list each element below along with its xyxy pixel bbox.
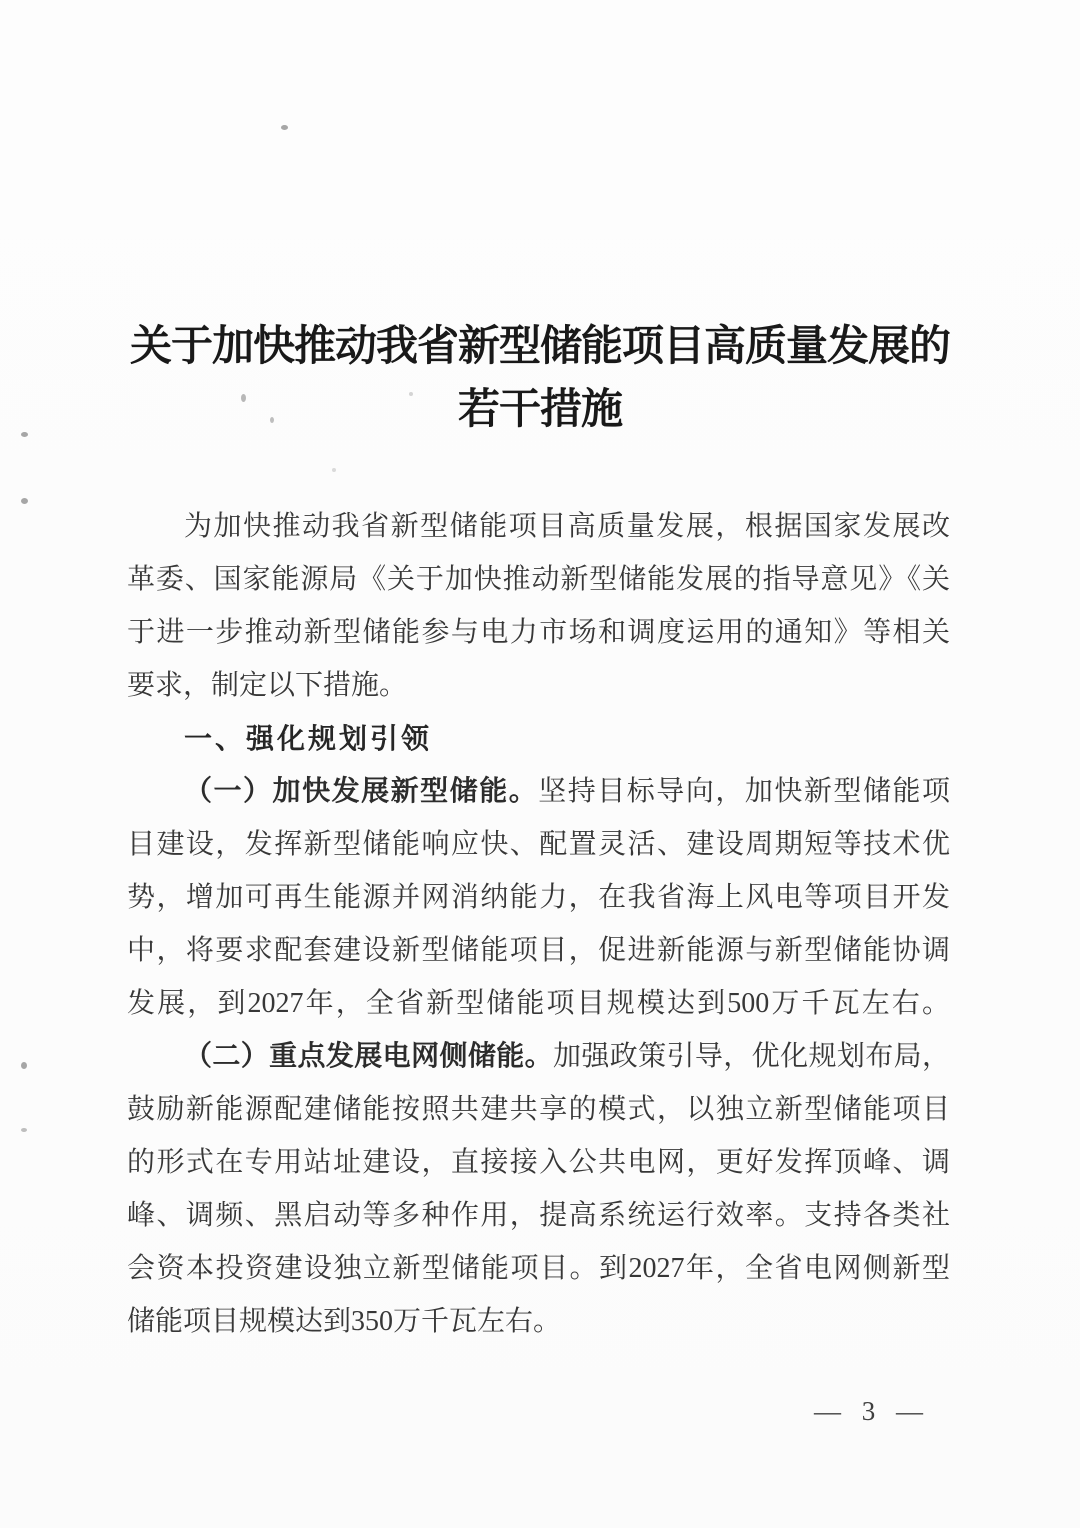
text-line: 发展，到2027年，全省新型储能项目规模达到500万千瓦左右。 xyxy=(127,988,950,1019)
text-line: 储能项目规模达到350万千瓦左右。 xyxy=(127,1306,562,1337)
item-text: 坚持目标导向，加快新型储能项 xyxy=(538,776,950,807)
item-lead-label: （二）重点发展电网侧储能。 xyxy=(184,1041,553,1072)
text-line: 峰、调频、黑启动等多种作用，提高系统运行效率。支持各类社 xyxy=(127,1200,950,1231)
text-line xyxy=(127,765,950,818)
text-line: 革委、国家能源局《关于加快推动新型储能发展的指导意见》《关 xyxy=(127,564,950,595)
scan-speck xyxy=(332,468,336,472)
section-heading: 一、强化规划引领 xyxy=(184,723,433,754)
scan-speck xyxy=(281,125,288,130)
text-line: 要求，制定以下措施。 xyxy=(127,670,408,701)
text-line: 势，增加可再生能源并网消纳能力，在我省海上风电等项目开发 xyxy=(127,882,950,913)
text-line: 的形式在专用站址建设，直接接入公共电网，更好发挥顶峰、调 xyxy=(127,1147,950,1178)
text-line: 鼓励新能源配建储能按照共建共享的模式，以独立新型储能项目 xyxy=(127,1094,950,1125)
document-title xyxy=(0,316,1080,442)
item-lead-label: （一）加快发展新型储能。 xyxy=(184,776,539,807)
scan-speck xyxy=(21,1128,27,1132)
scan-speck xyxy=(21,498,28,504)
text-line: 目建设，发挥新型储能响应快、配置灵活、建设周期短等技术优 xyxy=(127,829,950,860)
text-line: 会资本投资建设独立新型储能项目。到2027年，全省电网侧新型 xyxy=(127,1253,950,1284)
document-title-line1: 关于加快推动我省新型储能项目高质量发展的 xyxy=(129,324,950,370)
page-number: — 3 — xyxy=(814,1396,930,1426)
text-line: 为加快推动我省新型储能项目高质量发展，根据国家发展改 xyxy=(184,511,950,542)
scan-speck xyxy=(21,1062,27,1069)
text-line xyxy=(127,1030,950,1083)
text-line: 中，将要求配套建设新型储能项目，促进新能源与新型储能协调 xyxy=(127,935,950,966)
document-body xyxy=(127,500,950,1348)
document-title-line2: 若干措施 xyxy=(457,387,622,433)
text-line: 于进一步推动新型储能参与电力市场和调度运用的通知》等相关 xyxy=(127,617,950,648)
item-text: 加强政策引导，优化规划布局， xyxy=(553,1041,950,1072)
